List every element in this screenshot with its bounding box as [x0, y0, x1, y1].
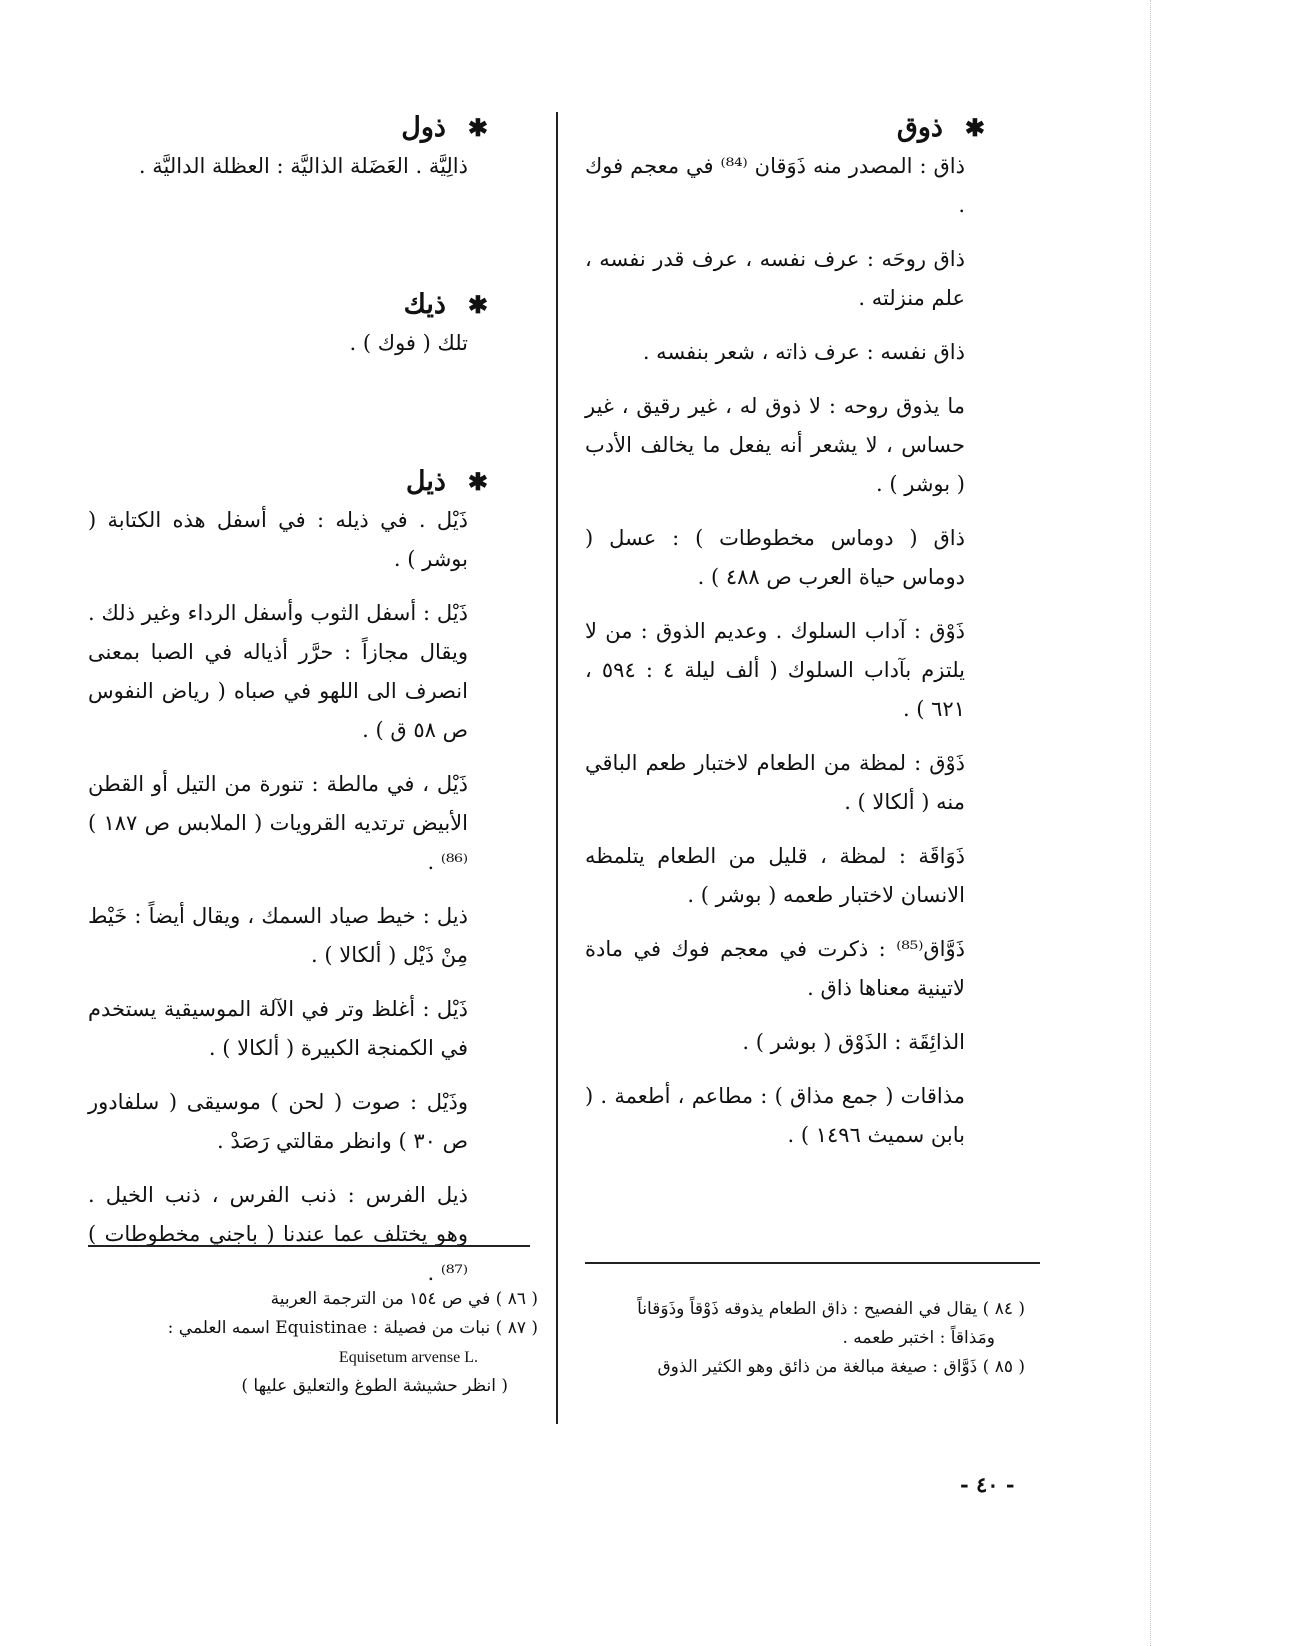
footnote-latin-name: Equisetum arvense L. — [338, 1349, 478, 1366]
definition: ذَوْق : لمظة من الطعام لاختبار طعم الباقي منه ( ألكالا ) . — [585, 751, 965, 814]
definition: ما يذوق روحه : لا ذوق له ، غير رقيق ، غير حساس ، لا يشعر أنه يفعل ما يخالف الأدب ( بوشر ) . — [585, 394, 965, 496]
footnote: ( ٨٧ ) نبات من فصيلة : Equistinae اسمه العلمي : — [167, 1318, 538, 1338]
footnote-rule — [88, 1245, 530, 1247]
entry-headword: ذيك — [403, 289, 446, 320]
definition: ذَوْق : آداب السلوك . وعديم الذوق : من لا يلتزم بآداب السلوك ( ألف ليلة ٤ : ٥٩٤ ، ٦٢١ ) . — [585, 619, 965, 721]
entry-header — [88, 289, 488, 320]
definition: الذائِقَة : الذَوْق ( بوشر ) . — [742, 1030, 965, 1054]
entry-headword: ذيل — [405, 466, 446, 497]
footnotes-left — [88, 1285, 538, 1401]
definition: ذَيْل . في ذيله : في أسفل هذه الكتابة ( بوشر ) . — [88, 508, 468, 571]
footnote: ( ٨٥ ) ذَوَّاق : صيغة مبالغة من ذائق وهو الكثير الذوق — [657, 1357, 1025, 1377]
left-column — [88, 112, 488, 1308]
entry-star-icon: ✱ — [964, 112, 985, 142]
entry-star-icon: ✱ — [467, 112, 488, 142]
entry-headword: ذوق — [896, 112, 943, 143]
column-divider — [556, 112, 558, 1424]
page-number: - ٤٠ - — [960, 1472, 1015, 1497]
definition: ذاق نفسه : عرف ذاته ، شعر بنفسه . — [642, 340, 965, 364]
footnote-continuation: ومَذاقاً : اختبر طعمه . — [842, 1328, 995, 1348]
definition: ذيل الفرس : ذنب الفرس ، ذنب الخيل . وهو يختلف عما عندنا ( باجني مخطوطات ) ⁽⁸⁷⁾ . — [88, 1183, 468, 1285]
definition: ذَوَّاق⁽⁸⁵⁾ : ذكرت في معجم فوك في مادة لاتينية معناها ذاق . — [585, 937, 965, 1000]
entry-spacer — [88, 378, 488, 466]
entry-header — [88, 466, 488, 497]
definition: ذالِيَّة . العَضَلة الذاليَّة : العظلة الداليَّة . — [138, 154, 468, 178]
definition: ذَيْل : أسفل الثوب وأسفل الرداء وغير ذلك . ويقال مجازاً : حرَّر أذياله في الصبا بمعنى انصرف الى اللهو في صباه ( رياض النفوس ص ٥٨ ق ) . — [88, 601, 468, 742]
entry-header — [585, 112, 985, 143]
definition: ذاق : المصدر منه ذَوَقان ⁽⁸⁴⁾ في معجم فوك . — [585, 154, 965, 217]
entry-header — [88, 112, 488, 143]
definition: تلك ( فوك ) . — [349, 331, 468, 355]
footnote-continuation: ( انظر حشيشة الطوغ والتعليق عليها ) — [241, 1376, 508, 1396]
entry-star-icon: ✱ — [467, 289, 488, 319]
entry-spacer — [88, 201, 488, 289]
definition: ذَيْل : أغلظ وتر في الآلة الموسيقية يستخدم في الكمنجة الكبيرة ( ألكالا ) . — [88, 997, 468, 1060]
definition: ذيل : خيط صياد السمك ، ويقال أيضاً : خَيْط مِنْ ذَيْل ( ألكالا ) . — [88, 904, 468, 967]
definition: وذَيْل : صوت ( لحن ) موسيقى ( سلفادور ص ٣٠ ) وانظر مقالتي رَصَدْ . — [88, 1090, 468, 1153]
definition: ذاق ( دوماس مخطوطات ) : عسل ( دوماس حياة العرب ص ٤٨٨ ) . — [585, 526, 965, 589]
footnote: ( ٨٤ ) يقال في الفصيح : ذاق الطعام يذوقه ذَوْقاً وذَوَقاناً — [637, 1299, 1025, 1319]
footnote: ( ٨٦ ) في ص ١٥٤ من الترجمة العربية — [270, 1289, 538, 1309]
definition: ذَيْل ، في مالطة : تنورة من التيل أو القطن الأبيض ترتديه القرويات ( الملابس ص ١٨٧ ) ⁽⁸⁶⁾ . — [88, 772, 468, 874]
right-column — [585, 112, 985, 1170]
definition: مذاقات ( جمع مذاق ) : مطاعم ، أطعمة . ( بابن سميث ١٤٩٦ ) . — [585, 1084, 965, 1147]
entry-headword: ذول — [401, 112, 446, 143]
page-edge-dots — [1150, 0, 1151, 1646]
footnotes-right — [585, 1295, 1025, 1382]
footnote-rule — [585, 1262, 1040, 1264]
definition: ذَوَاقَة : لمظة ، قليل من الطعام يتلمظه الانسان لاختبار طعمه ( بوشر ) . — [585, 844, 965, 907]
definition: ذاق روحَه : عرف نفسه ، عرف قدر نفسه ، علم منزلته . — [585, 247, 965, 310]
entry-star-icon: ✱ — [467, 466, 488, 496]
